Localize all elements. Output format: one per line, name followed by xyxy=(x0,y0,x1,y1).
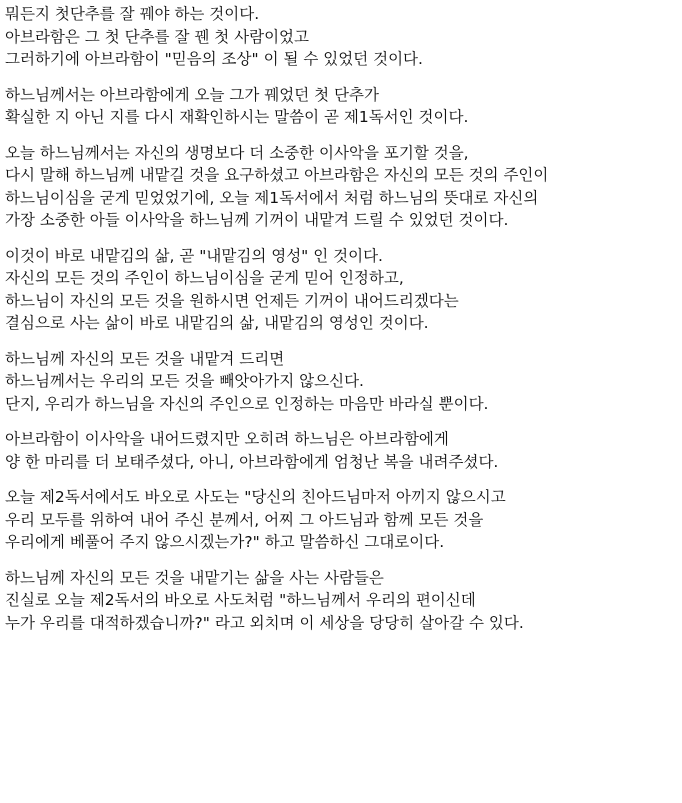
text-line: 단지, 우리가 하느님을 자신의 주인으로 인정하는 마음만 바라실 뿐이다. xyxy=(5,394,489,413)
text-line: 다시 말해 하느님께 내맡길 것을 요구하셨고 아브라함은 자신의 모든 것의 주인이 xyxy=(5,166,549,184)
text-line: 우리 모두를 위하여 내어 주신 분께서, 어찌 그 아드님과 함께 모든 것을 xyxy=(5,510,484,529)
text-line: 우리에게 베풀어 주지 않으시겠는가?" 하고 말씀하신 그대로이다. xyxy=(5,533,445,551)
text-line: 하느님께서는 아브라함에게 오늘 그가 꿰었던 첫 단추가 xyxy=(5,85,379,104)
text-line: 오늘 제2독서에서도 바오로 사도는 "당신의 친아드님마저 아끼지 않으시고 xyxy=(5,488,506,506)
text-line: 자신의 모든 것의 주인이 하느님이심을 굳게 믿어 인정하고, xyxy=(5,269,404,287)
text-line: 양 한 마리를 더 보태주셨다, 아니, 아브라함에게 엄청난 복을 내려주셨다. xyxy=(5,452,499,471)
text-line: 하느님께 자신의 모든 것을 내맡겨 드리면 xyxy=(5,349,285,368)
text-line: 가장 소중한 아들 이사악을 하느님께 기꺼이 내맡겨 드릴 수 있었던 것이다. xyxy=(5,211,509,229)
text-line: 오늘 하느님께서는 자신의 생명보다 더 소중한 이사악을 포기할 것을, xyxy=(5,143,469,162)
paragraph-7 xyxy=(5,486,677,554)
text-line: 확실한 지 아닌 지를 다시 재확인하시는 말씀이 곧 제1독서인 것이다. xyxy=(5,108,469,126)
text-line: 하느님께 자신의 모든 것을 내맡기는 삶을 사는 사람들은 xyxy=(5,568,384,587)
text-line: 이것이 바로 내맡김의 삶, 곧 "내맡김의 영성" 인 것이다. xyxy=(5,246,383,265)
text-line: 그러하기에 아브라함이 "믿음의 조상" 이 될 수 있었던 것이다. xyxy=(5,50,423,68)
document-body xyxy=(5,3,677,647)
text-line: 하느님이심을 굳게 믿었었기에, 오늘 제1독서에서 처럼 하느님의 뜻대로 자신의 xyxy=(5,188,539,207)
paragraph-8 xyxy=(5,567,677,635)
text-line: 아브라함이 이사악을 내어드렸지만 오히려 하느님은 아브라함에게 xyxy=(5,430,449,448)
paragraph-1 xyxy=(5,3,677,71)
text-line: 진실로 오늘 제2독서의 바오로 사도처럼 "하느님께서 우리의 편이신데 xyxy=(5,591,476,609)
text-line: 아브라함은 그 첫 단추를 잘 꿴 첫 사람이었고 xyxy=(5,27,310,46)
paragraph-5 xyxy=(5,348,677,416)
paragraph-2 xyxy=(5,84,677,129)
text-line: 뭐든지 첫단추를 잘 꿰야 하는 것이다. xyxy=(5,5,260,23)
text-line: 누가 우리를 대적하겠습니까?" 라고 외치며 이 세상을 당당히 살아갈 수 있다. xyxy=(5,613,524,632)
text-line: 하느님께서는 우리의 모든 것을 빼앗아가지 않으신다. xyxy=(5,372,364,390)
text-line: 결심으로 사는 삶이 바로 내맡김의 삶, 내맡김의 영성인 것이다. xyxy=(5,314,429,332)
paragraph-6 xyxy=(5,428,677,473)
paragraph-3 xyxy=(5,142,677,232)
text-line: 하느님이 자신의 모든 것을 원하시면 언제든 기꺼이 내어드리겠다는 xyxy=(5,291,459,310)
paragraph-4 xyxy=(5,245,677,335)
